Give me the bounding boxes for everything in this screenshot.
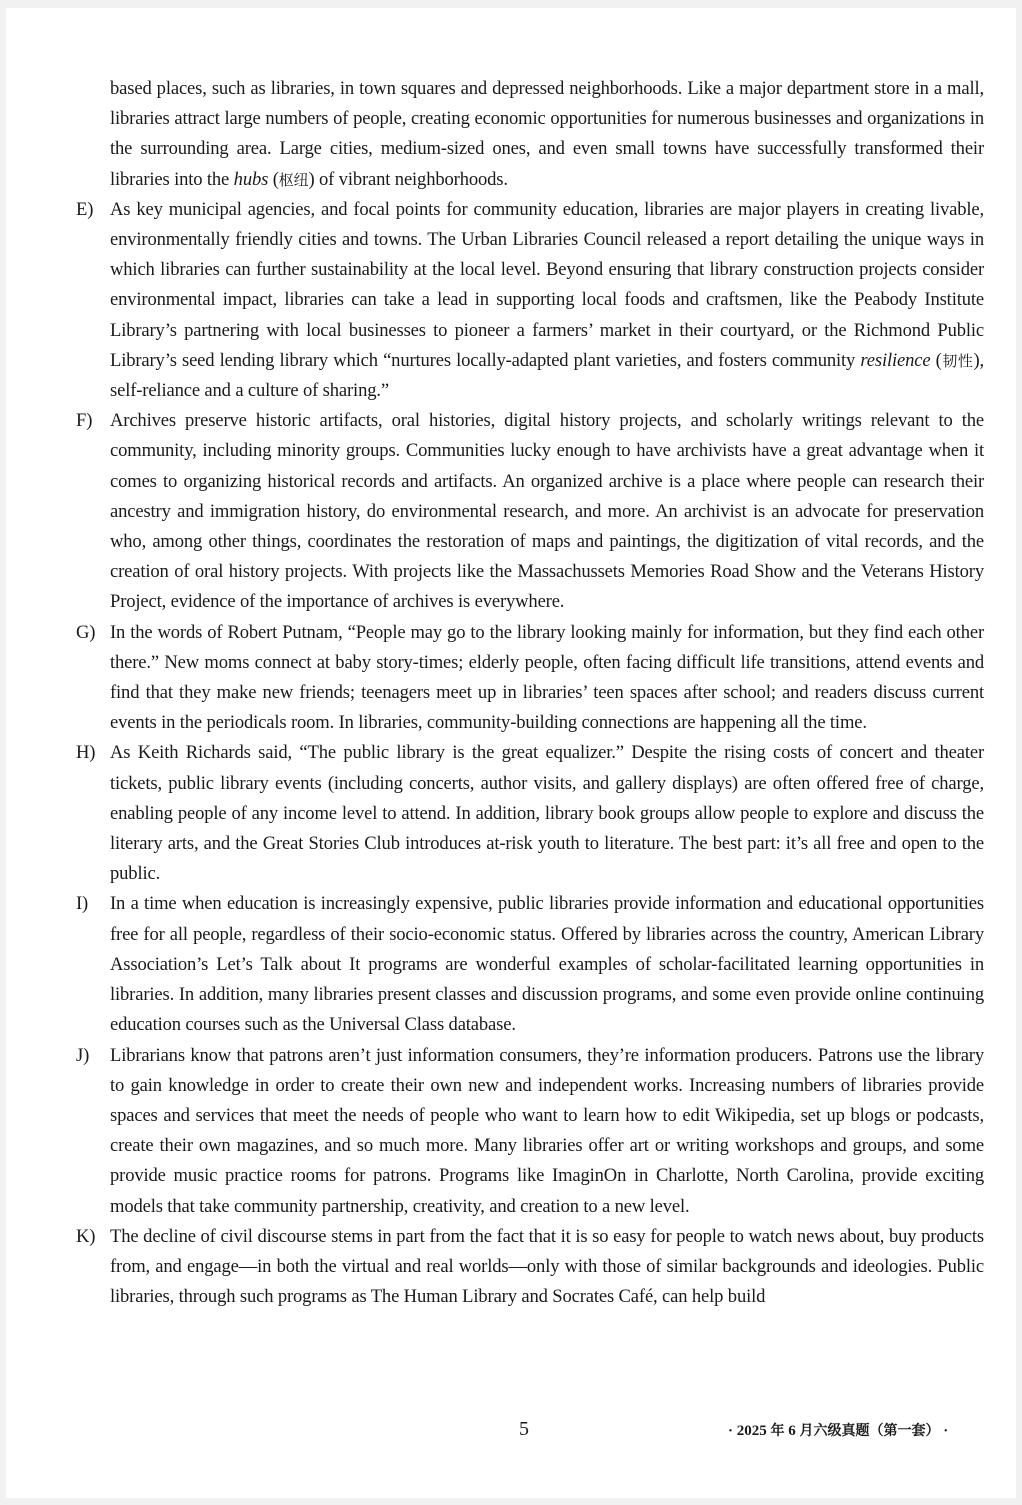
chinese-gloss: 韧性: [941, 351, 974, 370]
exam-title-tag: · 2025 年 6 月六级真题（第一套） ·: [728, 1423, 949, 1439]
text-segment: ), self-reliance and a culture of sharing.”: [110, 349, 985, 402]
paragraph-j: [76, 1041, 984, 1222]
paragraph-label: G): [76, 621, 96, 643]
passage-body: [76, 74, 984, 1312]
chinese-gloss: 枢纽: [278, 170, 309, 189]
paragraph-label: H): [76, 742, 96, 764]
text-segment: Archives preserve historic artifacts, oral histories, digital history projects, and scholarly writings relevant to the community, including minority groups. Communities lucky enough to have archivists have a great advantage when it comes to organizing historical records and artifacts. An organized archive is a place where people can research their ancestry and immigration history, do environmental research, and more. An archivist is an advocate for preservation who, among other things, coordinates the restoration of maps and paintings, the digitization of vital records, and the creation of oral history projects. With projects like the Massachussets Memories Road Show and the Veterans History Project, evidence of the importance of archives is everywhere.: [110, 410, 984, 613]
paragraph-i: [76, 889, 984, 1040]
paragraph-text: [110, 889, 984, 1040]
paragraph-text: [110, 1041, 984, 1222]
paragraph-label: F): [76, 410, 93, 432]
paragraph-e: [76, 195, 984, 406]
paragraph-g: [76, 618, 984, 739]
paragraph-text: [110, 1222, 984, 1313]
text-segment: As Keith Richards said, “The public library is the great equalizer.” Despite the rising costs of concert and theater tickets, public library events (including concerts, author visits, and gallery displays) are often offered free of charge, enabling people of any income level to attend. In addition, library book groups allow people to explore and discuss the literary arts, and the Great Stories Club introduces at-risk youth to literature. The best part: it’s all free and open to the public.: [110, 742, 984, 885]
text-segment: In the words of Robert Putnam, “People may go to the library looking mainly for information, but they find each other there.” New moms connect at baby story-times; elderly people, often facing difficult life transitions, attend events and find that they make new friends; teenagers meet up in libraries’ teen spaces after school; and readers discuss current events in the periodicals room. In libraries, community-building connections are happening all the time.: [110, 621, 984, 734]
text-segment: The decline of civil discourse stems in part from the fact that it is so easy for people to watch news about, buy products from, and engage—in both the virtual and real worlds—only with those of similar backgrounds and ideologies. Public libraries, through such programs as The Human Library and Socrates Café, can help build: [110, 1225, 984, 1308]
paragraph-text: [110, 738, 984, 889]
text-segment: (: [930, 349, 942, 371]
text-segment: ) of vibrant neighborhoods.: [308, 168, 508, 190]
paragraph-text: [110, 195, 984, 406]
paragraph-k: [76, 1222, 984, 1313]
paragraph-label: K): [76, 1225, 96, 1247]
text-segment: Librarians know that patrons aren’t just information consumers, they’re information producers. Patrons use the library to gain knowledge in order to create their own new and independent works. Increasing numbers of libraries provide spaces and services that meet the needs of people who want to learn how to edit Wikipedia, set up blogs or podcasts, create their own magazines, and so much more. Many libraries offer art or writing workshops and groups, and some provide music practice rooms for patrons. Programs like ImaginOn in Charlotte, North Carolina, provide exciting models that take community partnership, creativity, and creation to a new level.: [110, 1044, 984, 1217]
italic-term: resilience: [860, 349, 931, 371]
text-segment: (: [268, 168, 279, 190]
paragraph-text: [110, 74, 984, 195]
paragraph-continued: [76, 74, 984, 195]
paragraph-label: J): [76, 1044, 90, 1066]
document-page: [6, 8, 1016, 1498]
paragraph-h: [76, 738, 984, 889]
italic-term: hubs: [233, 168, 269, 190]
paragraph-label: I): [76, 893, 89, 915]
page-number: 5: [519, 1418, 529, 1440]
paragraph-f: [76, 406, 984, 617]
text-segment: based places, such as libraries, in town squares and depressed neighborhoods. Like a major department store in a mall, libraries attract large numbers of people, creating economic opportunities for numerous businesses and organizations in the surrounding area. Large cities, medium-sized ones, and even small towns have successfully transformed their libraries into the: [110, 78, 984, 190]
paragraph-text: [110, 406, 984, 617]
paragraph-label: E): [76, 198, 94, 220]
text-segment: In a time when education is increasingly expensive, public libraries provide information and educational opportunities free for all people, regardless of their socio-economic status. Offered by libraries across the country, American Library Association’s Let’s Talk about It programs are wonderful examples of scholar-facilitated learning opportunities in libraries. In addition, many libraries present classes and discussion programs, and some even provide online continuing education courses such as the Universal Class database.: [110, 893, 984, 1036]
paragraph-text: [110, 618, 984, 739]
text-segment: As key municipal agencies, and focal points for community education, libraries are major players in creating livable, environmentally friendly cities and towns. The Urban Libraries Council released a report detailing the unique ways in which libraries can further sustainability at the local level. Beyond ensuring that library construction projects consider environmental impact, libraries can take a lead in supporting local foods and craftsmen, like the Peabody Institute Library’s partnering with local businesses to pioneer a farmers’ market in their courtyard, or the Richmond Public Library’s seed lending library which “nurtures locally-adapted plant varieties, and fosters community: [110, 198, 984, 371]
